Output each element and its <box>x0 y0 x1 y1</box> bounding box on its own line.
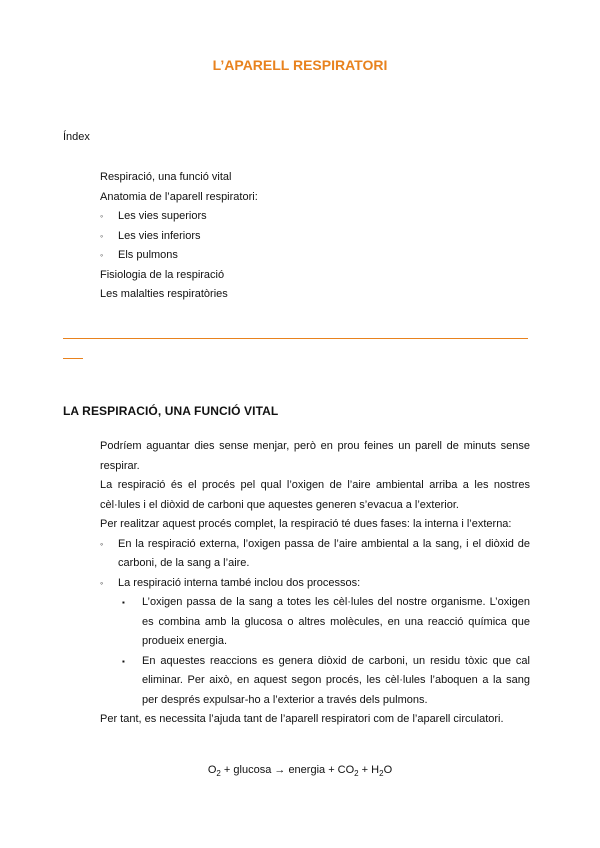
formula-o-end: O <box>383 764 393 776</box>
toc-item-text: Els pulmons <box>118 249 178 261</box>
section-heading: LA RESPIRACIÓ, UNA FUNCIÓ VITAL <box>63 404 279 418</box>
list-item-text: La respiració interna també inclou dos processos: <box>118 576 361 589</box>
paragraph-2: La respiració és el procés pel qual l’oxigen de l’aire ambiental arriba a les nostres cèl·lules i el diòxid de carboni que aquestes generen s’evacua a l’exterior. <box>100 479 530 511</box>
toc-subitem <box>100 227 258 247</box>
square-bullet-icon: ▪ <box>122 598 125 607</box>
toc-subitem <box>100 207 258 227</box>
toc-item <box>100 266 258 286</box>
toc-item-text: Les vies inferiors <box>118 229 201 242</box>
sub-list-item <box>118 593 530 652</box>
hollow-bullet-icon: ◦ <box>100 577 104 588</box>
sub-list-item <box>118 652 530 711</box>
chemical-formula <box>0 764 600 778</box>
paragraph-4: Per tant, es necessita l’ajuda tant de l’aparell respiratori com de l’aparell circulatori. <box>100 713 504 725</box>
formula-water: + H <box>358 764 380 776</box>
separator-line <box>63 338 528 339</box>
hollow-bullet-icon: ◦ <box>100 230 104 241</box>
page-title: L’APARELL RESPIRATORI <box>212 57 388 73</box>
formula-sub: 2 <box>354 769 359 779</box>
table-of-contents <box>100 168 258 305</box>
section-body <box>100 437 530 730</box>
formula-sub: 2 <box>379 769 384 779</box>
toc-item <box>100 285 258 305</box>
square-bullet-icon: ▪ <box>122 656 125 666</box>
formula-sub: 2 <box>216 769 221 779</box>
list-item <box>100 574 530 594</box>
hollow-bullet-icon: ◦ <box>100 250 104 260</box>
list-item <box>100 535 530 574</box>
toc-item-text: Respiració, una funció vital <box>100 171 232 183</box>
index-label: Índex <box>63 131 90 143</box>
toc-item-text: Les vies superiors <box>118 210 207 222</box>
hollow-bullet-icon: ◦ <box>100 211 104 221</box>
paragraph-1: Podríem aguantar dies sense menjar, però en prou feines un parell de minuts sense respirar. <box>100 440 530 472</box>
toc-subitem <box>100 246 258 266</box>
sub-list-item-text: L’oxigen passa de la sang a totes les cèl·lules del nostre organisme. L’oxigen es combina amb la glucosa o altres molècules, en una reacció química que produeix energia. <box>142 596 530 647</box>
toc-item-text: Les malalties respiratòries <box>100 288 228 300</box>
toc-item <box>100 168 258 188</box>
separator-line-end <box>63 358 83 359</box>
formula-o: O <box>207 764 217 776</box>
formula-glucose: + glucosa → energia + CO <box>220 764 355 776</box>
paragraph-3: Per realitzar aquest procés complet, la respiració té dues fases: la interna i l’externa: <box>100 518 512 530</box>
toc-item-text: Anatomia de l’aparell respiratori: <box>100 190 258 203</box>
sub-list-item-text: En aquestes reaccions es genera diòxid de carboni, un residu tòxic que cal eliminar. Per això, en aquest segon procés, les cèl·lules l’aboquen a la sang per després expulsar-ho a l’exterior a través dels pulmons. <box>142 654 530 706</box>
list-item-text: En la respiració externa, l’oxigen passa de l’aire ambiental a la sang, i el diòxid de carboni, de la sang a l’aire. <box>118 537 530 569</box>
toc-item-text: Fisiologia de la respiració <box>100 268 225 281</box>
hollow-bullet-icon: ◦ <box>100 538 104 549</box>
toc-item <box>100 188 258 208</box>
